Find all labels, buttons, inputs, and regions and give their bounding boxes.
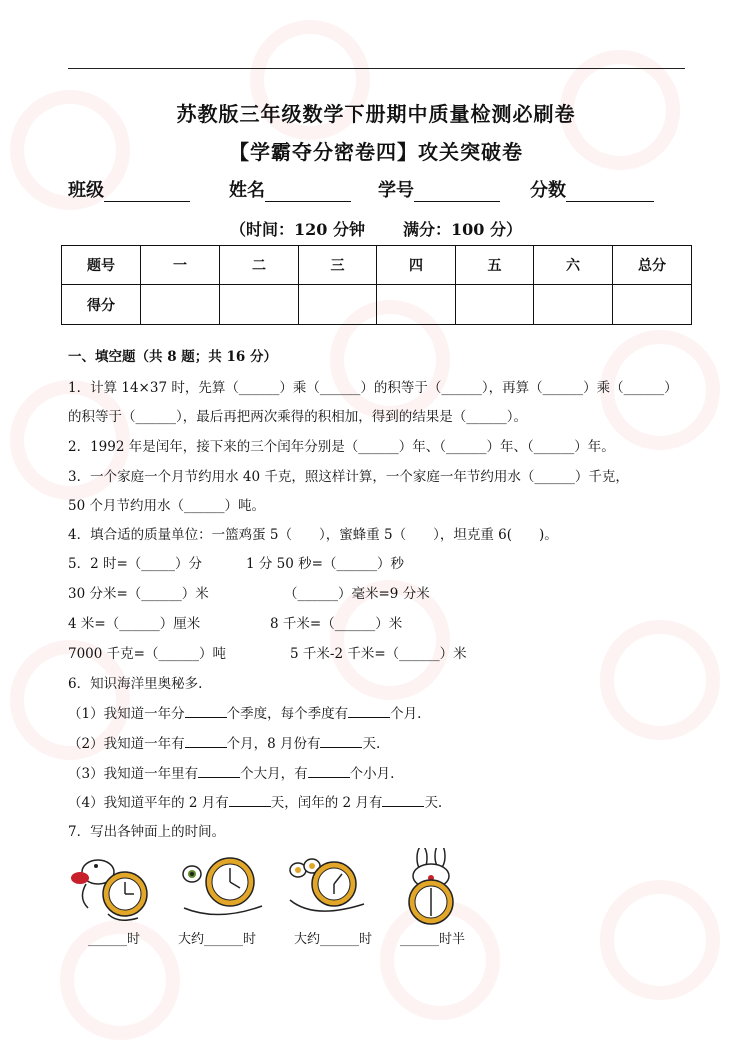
clock-caption-2: 大约______时 [178, 932, 257, 947]
rabbit-clock-illustration [398, 848, 488, 928]
score-cell[interactable] [299, 285, 377, 325]
score-table [61, 245, 692, 325]
question-6-item: （3）我知道一年里有 个大月，有 个小月. [68, 763, 394, 784]
question-3-line-2: 50 个月节约用水（______）吨。 [68, 498, 265, 514]
header-cell: 五 [456, 246, 534, 285]
dog-clock-illustration [68, 848, 158, 928]
question-5-row: 7000 千克=（______）吨 [68, 646, 226, 662]
header-cell: 四 [377, 246, 456, 285]
watermark-seal [600, 620, 720, 740]
score-cell[interactable] [456, 285, 534, 325]
question-4: 4．填合适的质量单位：一篮鸡蛋 5（ ），蜜蜂重 5（ ），坦克重 6( )。 [68, 527, 558, 543]
name-field[interactable]: 姓名 [229, 176, 351, 202]
question-7-intro: 7．写出各钟面上的时间。 [68, 824, 226, 840]
question-6-item: （1）我知道一年分 个季度，每个季度有 个月. [68, 703, 421, 724]
student-id-field[interactable]: 学号 [378, 176, 500, 202]
question-2: 2．1992 年是闰年，接下来的三个闰年分别是（______）年、（______）年、（______）年。 [68, 439, 615, 455]
header-cell: 题号 [62, 246, 141, 285]
question-5-row: 4 米=（______）厘米 [68, 616, 201, 632]
time-limit-line: （时间：120 分钟 满分：100 分） [230, 220, 522, 239]
question-6-item: （4）我知道平年的 2 月有 天，闰年的 2 月有 天. [68, 792, 442, 813]
header-cell: 六 [534, 246, 613, 285]
exam-subtitle: 【学霸夺分密卷四】攻关突破卷 [229, 140, 523, 164]
watermark-seal [600, 880, 720, 1000]
question-1-line-1: 1．计算 14×37 时，先算（______）乘（______）的积等于（______），再算（______）乘（______） [68, 380, 678, 396]
bug-clock-illustration [284, 848, 374, 928]
question-5-row: 5．2 时=（_____）分 [68, 556, 203, 572]
score-table-score-row [62, 285, 692, 325]
clock-caption-4: ______时半 [400, 932, 466, 947]
score-cell[interactable] [141, 285, 220, 325]
header-rule [68, 68, 685, 69]
clock-caption-3: 大约______时 [294, 932, 373, 947]
score-field[interactable]: 分数 [530, 176, 654, 202]
score-table-header-row [62, 246, 692, 285]
score-cell[interactable] [534, 285, 613, 325]
header-cell: 三 [299, 246, 377, 285]
question-3-line-1: 3．一个家庭一个月节约用水 40 千克，照这样计算，一个家庭一年节约用水（______）千克， [68, 469, 629, 485]
score-cell[interactable] [613, 285, 692, 325]
question-5-row: 30 分米=（______）米 [68, 586, 209, 602]
question-1-line-2: 的积等于（______），最后再把两次乘得的积相加，得到的结果是（______）。 [68, 409, 527, 425]
snail-clock-illustration [178, 848, 268, 928]
header-cell: 总分 [613, 246, 692, 285]
class-field[interactable]: 班级 [68, 176, 190, 202]
question-5-row: 8 千米=（______）米 [270, 616, 403, 632]
header-cell: 一 [141, 246, 220, 285]
question-5-row: （______）毫米=9 分米 [284, 586, 430, 602]
question-6-intro: 6．知识海洋里奥秘多. [68, 676, 203, 692]
score-cell[interactable] [220, 285, 299, 325]
exam-title: 苏教版三年级数学下册期中质量检测必刷卷 [176, 102, 576, 126]
question-6-item: （2）我知道一年有 个月，8 月份有 天. [68, 733, 380, 754]
header-cell: 二 [220, 246, 299, 285]
row-label-cell: 得分 [62, 285, 141, 325]
clock-caption-1: ______时 [88, 932, 141, 947]
question-5-row: 1 分 50 秒=（______）秒 [246, 556, 404, 572]
section-heading: 一、填空题（共 8 题；共 16 分） [68, 349, 277, 365]
question-5-row: 5 千米-2 千米=（______）米 [290, 646, 467, 662]
score-cell[interactable] [377, 285, 456, 325]
